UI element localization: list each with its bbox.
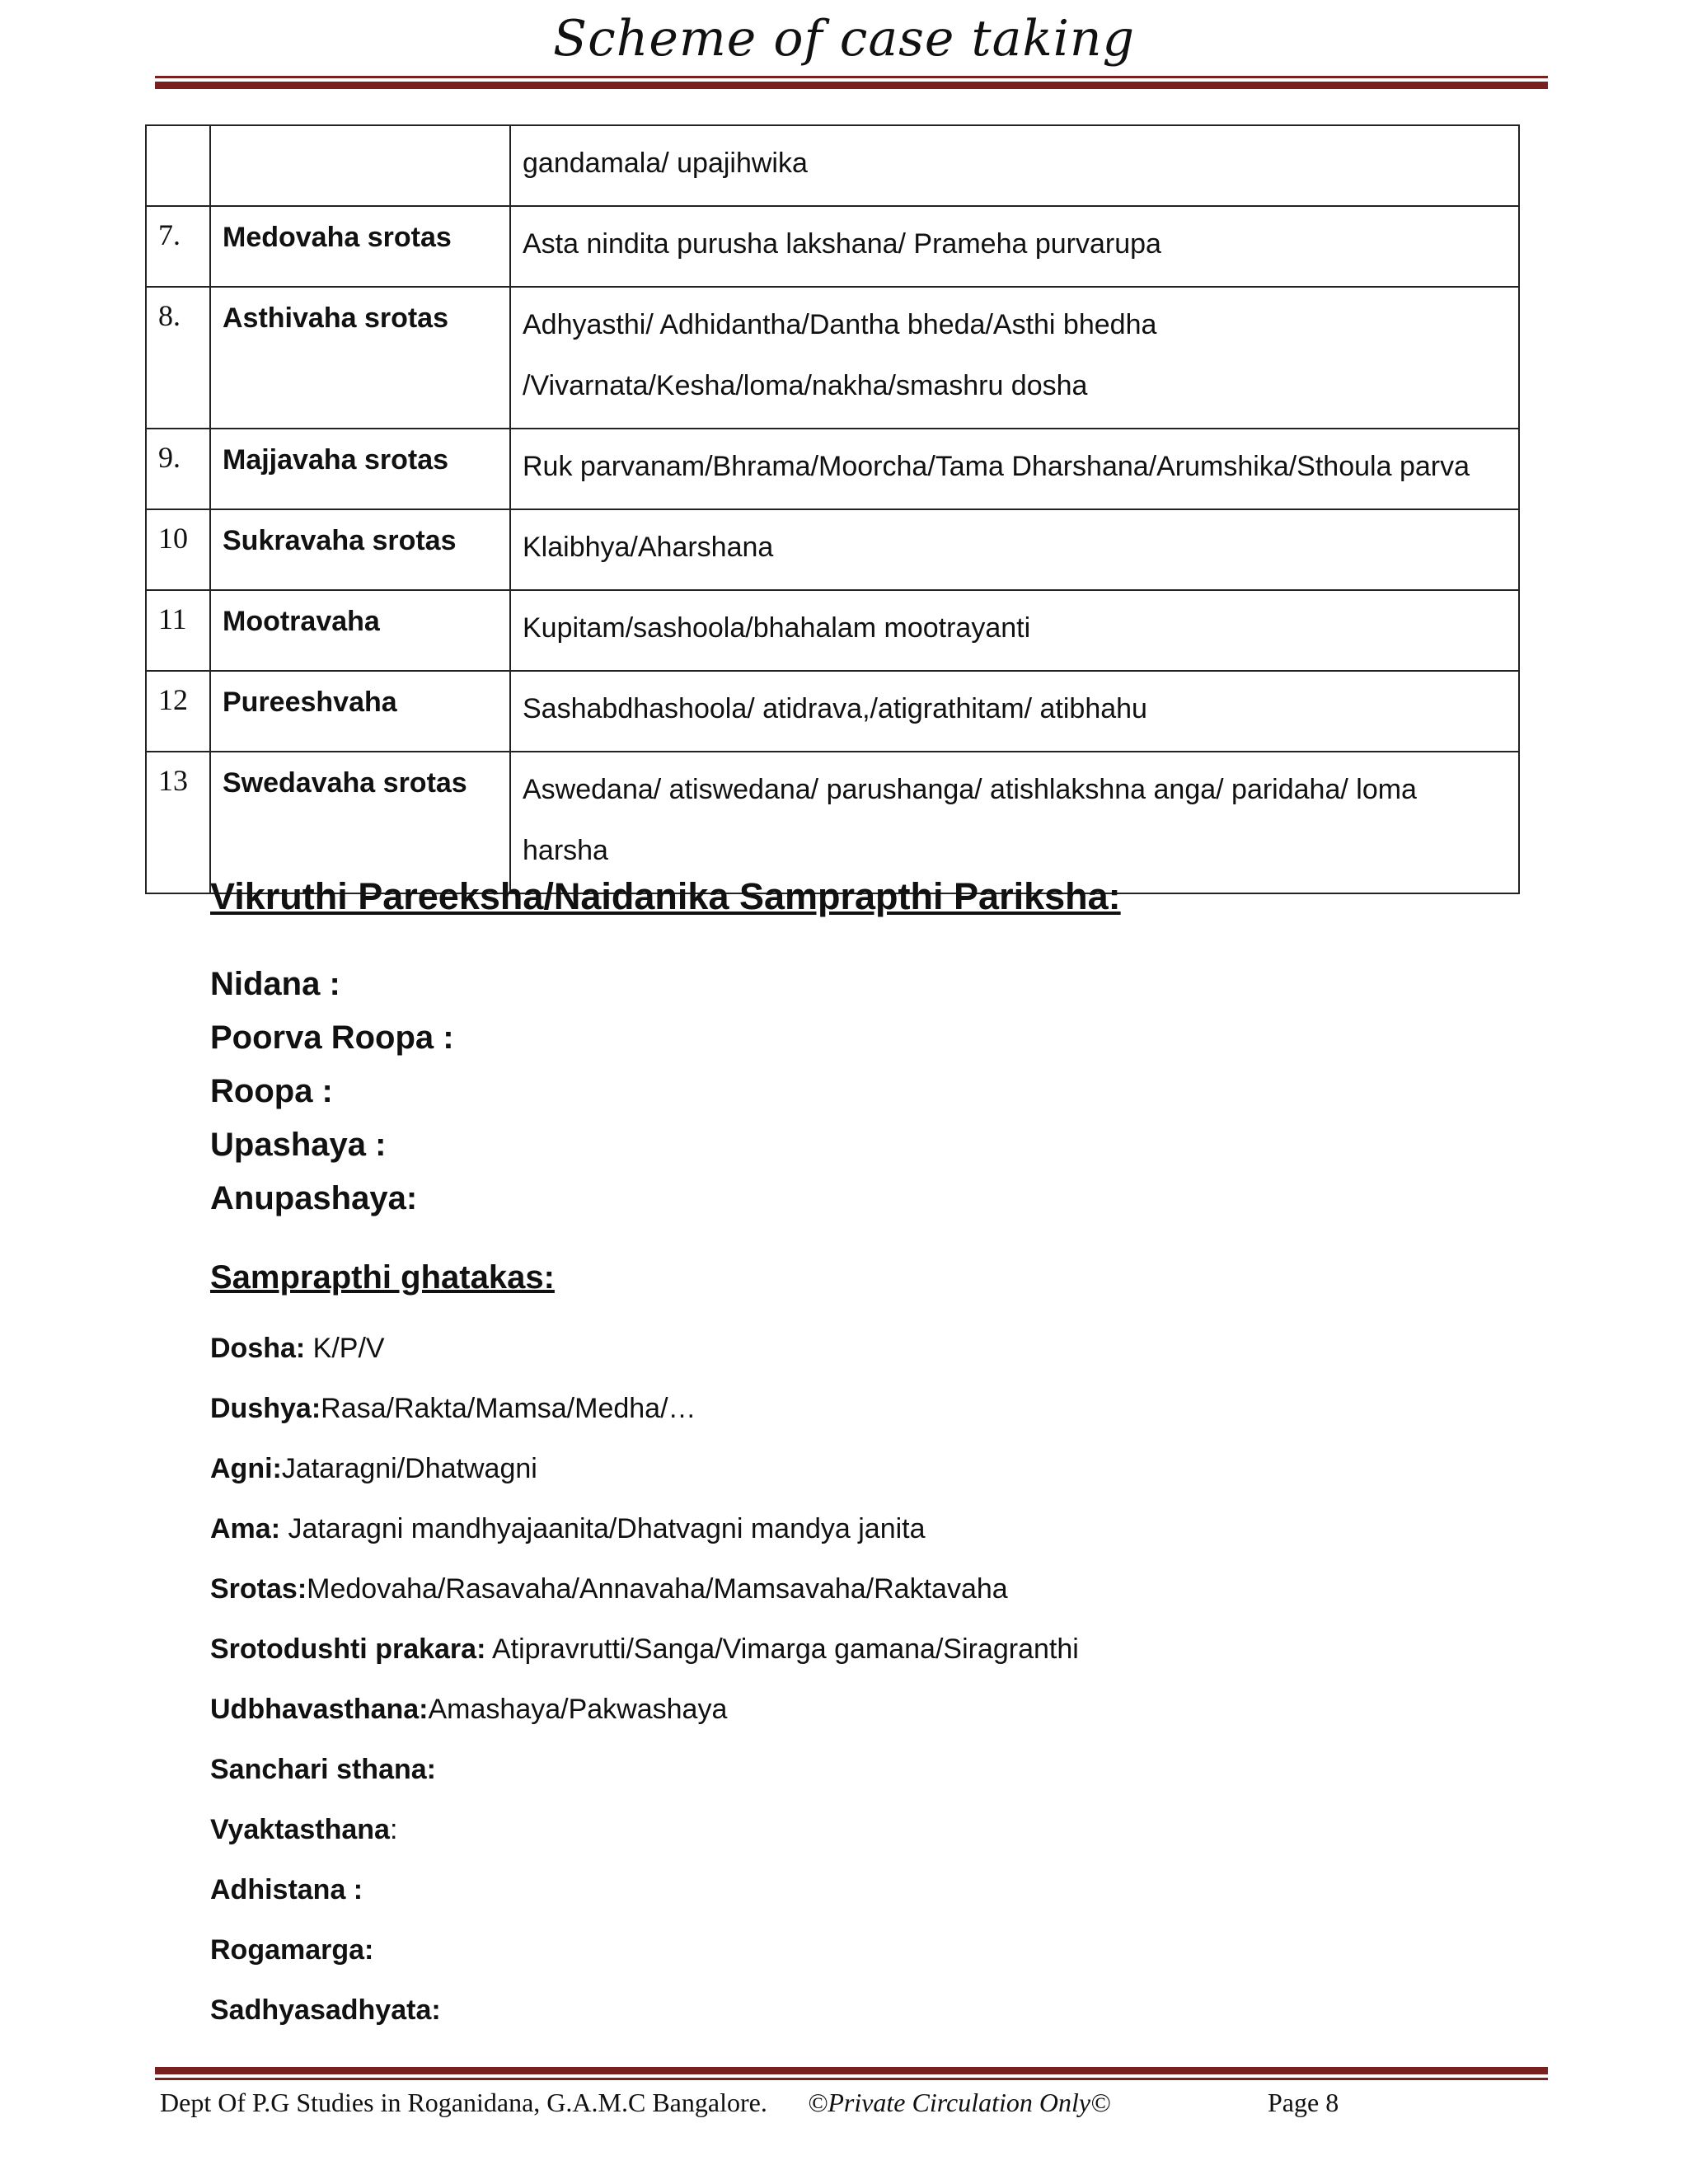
list-item bbox=[210, 1379, 1529, 1439]
table-cell-num bbox=[146, 125, 210, 206]
list-item bbox=[210, 1860, 1529, 1920]
table-cell-desc: Kupitam/sashoola/bhahalam mootrayanti bbox=[510, 590, 1519, 671]
list-item bbox=[210, 1499, 1529, 1559]
page-header-title: Scheme of case taking bbox=[553, 10, 1135, 68]
table-cell-num: 7. bbox=[146, 206, 210, 287]
ghataka-value: Jataragni/Dhatwagni bbox=[281, 1453, 537, 1484]
table-cell-name bbox=[210, 125, 510, 206]
ghataka-value: Jataragni mandhyajaanita/Dhatvagni mandya janita bbox=[280, 1513, 926, 1544]
table-cell-num: 10 bbox=[146, 509, 210, 590]
list-item bbox=[210, 1980, 1529, 2041]
field-roopa: Roopa : bbox=[210, 1073, 333, 1109]
ghataka-label: Rogamarga: bbox=[210, 1934, 374, 1966]
table-row bbox=[146, 671, 1519, 752]
table-row bbox=[146, 287, 1519, 429]
ghataka-label: Agni: bbox=[210, 1453, 282, 1484]
ghataka-value: Medovaha/Rasavaha/Annavaha/Mamsavaha/Raktavaha bbox=[307, 1573, 1008, 1605]
field-nidana: Nidana : bbox=[210, 966, 340, 1002]
ghataka-label: Srotodushti prakara: bbox=[210, 1633, 486, 1665]
footer-department: Dept Of P.G Studies in Roganidana, G.A.M.C Bangalore. bbox=[160, 2088, 767, 2117]
footer-page-number: Page 8 bbox=[1268, 2088, 1339, 2117]
table-cell-name: Mootravaha bbox=[210, 590, 510, 671]
table-cell-num: 9. bbox=[146, 429, 210, 509]
ghataka-label: Dushya: bbox=[210, 1393, 321, 1424]
table-cell-name: Sukravaha srotas bbox=[210, 509, 510, 590]
list-item bbox=[210, 1439, 1529, 1499]
ghataka-label: Udbhavasthana: bbox=[210, 1694, 429, 1725]
ghataka-value: K/P/V bbox=[305, 1333, 385, 1364]
table-cell-name: Majjavaha srotas bbox=[210, 429, 510, 509]
table-cell-desc: Asta nindita purusha lakshana/ Prameha purvarupa bbox=[510, 206, 1519, 287]
list-item bbox=[210, 1619, 1529, 1680]
header-rule bbox=[155, 76, 1548, 89]
ghataka-label: Vyaktasthana bbox=[210, 1814, 390, 1845]
samprapthi-ghataka-list bbox=[210, 1319, 1529, 2041]
ghataka-value: Amashaya/Pakwashaya bbox=[428, 1694, 728, 1725]
table-row bbox=[146, 206, 1519, 287]
table-cell-name: Pureeshvaha bbox=[210, 671, 510, 752]
list-item bbox=[210, 1920, 1529, 1980]
ghataka-label: Sadhyasadhyata: bbox=[210, 1994, 441, 2026]
table-cell-name: Medovaha srotas bbox=[210, 206, 510, 287]
list-item bbox=[210, 1680, 1529, 1740]
table-cell-desc: Ruk parvanam/Bhrama/Moorcha/Tama Dharshana/Arumshika/Sthoula parva bbox=[510, 429, 1519, 509]
list-item bbox=[210, 1319, 1529, 1379]
srotas-table bbox=[145, 124, 1520, 894]
list-item bbox=[210, 1559, 1529, 1619]
table-row bbox=[146, 509, 1519, 590]
table-cell-num: 13 bbox=[146, 752, 210, 893]
table-cell-desc: gandamala/ upajihwika bbox=[510, 125, 1519, 206]
field-poorva-roopa: Poorva Roopa : bbox=[210, 1019, 454, 1056]
footer-rule bbox=[155, 2067, 1548, 2080]
ghataka-label: Ama: bbox=[210, 1513, 281, 1544]
table-cell-desc: Klaibhya/Aharshana bbox=[510, 509, 1519, 590]
table-cell-num: 12 bbox=[146, 671, 210, 752]
ghataka-value: Atipravrutti/Sanga/Vimarga gamana/Siragranthi bbox=[485, 1633, 1079, 1665]
list-item bbox=[210, 1800, 1529, 1860]
vikruthi-heading: Vikruthi Pareeksha/Naidanika Samprapthi Pariksha: bbox=[210, 875, 1121, 917]
table-row bbox=[146, 752, 1519, 893]
table-cell-desc: Sashabdhashoola/ atidrava,/atigrathitam/ atibhahu bbox=[510, 671, 1519, 752]
table-cell-desc: Aswedana/ atiswedana/ parushanga/ atishlakshna anga/ paridaha/ loma harsha bbox=[510, 752, 1519, 893]
ghataka-label: Adhistana : bbox=[210, 1874, 363, 1905]
list-item bbox=[210, 1740, 1529, 1800]
field-upashaya: Upashaya : bbox=[210, 1127, 387, 1163]
ghataka-label: Sanchari sthana: bbox=[210, 1754, 436, 1785]
ghataka-value: : bbox=[389, 1814, 398, 1845]
table-row bbox=[146, 429, 1519, 509]
ghataka-label: Dosha: bbox=[210, 1333, 306, 1364]
ghataka-value: Rasa/Rakta/Mamsa/Medha/… bbox=[321, 1393, 696, 1424]
ghataka-label: Srotas: bbox=[210, 1573, 307, 1605]
table-cell-name: Swedavaha srotas bbox=[210, 752, 510, 893]
table-cell-num: 8. bbox=[146, 287, 210, 429]
table-row bbox=[146, 125, 1519, 206]
table-cell-num: 11 bbox=[146, 590, 210, 671]
footer-private-circulation: ©Private Circulation Only© bbox=[808, 2088, 1111, 2117]
table-row bbox=[146, 590, 1519, 671]
srotas-table-body bbox=[146, 125, 1519, 893]
vikruthi-fields bbox=[210, 958, 1529, 1226]
table-cell-name: Asthivaha srotas bbox=[210, 287, 510, 429]
samprapthi-heading: Samprapthi ghatakas: bbox=[210, 1259, 555, 1296]
table-cell-desc: Adhyasthi/ Adhidantha/Dantha bheda/Asthi bhedha /Vivarnata/Kesha/loma/nakha/smashru dosha bbox=[510, 287, 1519, 429]
field-anupashaya: Anupashaya: bbox=[210, 1180, 418, 1216]
